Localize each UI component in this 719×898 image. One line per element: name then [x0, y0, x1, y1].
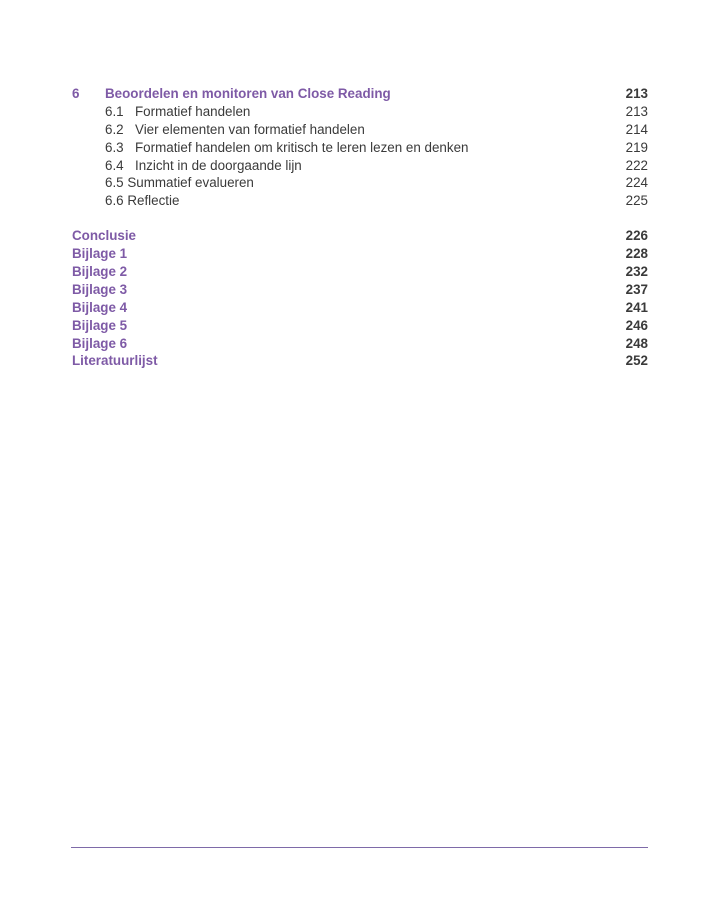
toc-entry-bijlage-3[interactable] [72, 281, 648, 299]
toc-entry-bijlage-4[interactable] [72, 299, 648, 317]
toc-section-6-6[interactable] [72, 192, 648, 210]
toc-section-6-4[interactable] [72, 157, 648, 175]
toc-section-6-2[interactable] [72, 121, 648, 139]
section-page: 224 [625, 175, 648, 191]
section-page: 219 [625, 139, 648, 155]
entry-title: Bijlage 5 [72, 317, 128, 333]
entry-page: 228 [625, 246, 648, 262]
entry-page: 237 [625, 281, 648, 297]
table-of-contents [72, 85, 648, 370]
entry-page: 246 [625, 317, 648, 333]
entry-title: Bijlage 6 [72, 335, 128, 351]
spacer [72, 210, 648, 227]
entry-title: Bijlage 3 [72, 281, 128, 297]
section-page: 213 [625, 103, 648, 119]
section-number: 6.3 [105, 139, 124, 155]
section-title: Formatief handelen om kritisch te leren lezen en denken [135, 139, 469, 155]
entry-title: Literatuurlijst [72, 353, 158, 369]
toc-section-6-5[interactable] [72, 174, 648, 192]
toc-entry-bijlage-1[interactable] [72, 245, 648, 263]
section-title: Inzicht in de doorgaande lijn [135, 157, 302, 173]
section-number: 6.4 [105, 157, 124, 173]
toc-chapter-6[interactable] [72, 85, 648, 103]
section-title: 6.6 Reflectie [105, 193, 180, 209]
entry-title: Bijlage 2 [72, 264, 128, 280]
toc-entry-bijlage-5[interactable] [72, 317, 648, 335]
section-page: 222 [625, 157, 648, 173]
toc-entry-literatuurlijst[interactable] [72, 352, 648, 370]
toc-section-6-1[interactable] [72, 103, 648, 121]
chapter-page: 213 [625, 86, 648, 101]
entry-page: 241 [625, 299, 648, 315]
entry-title: Bijlage 4 [72, 299, 128, 315]
section-number: 6.2 [105, 121, 124, 137]
entry-title: Conclusie [72, 228, 136, 244]
section-title: Vier elementen van formatief handelen [135, 121, 365, 137]
toc-section-6-3[interactable] [72, 139, 648, 157]
section-title: Formatief handelen [135, 103, 251, 119]
section-page: 214 [625, 121, 648, 137]
entry-page: 226 [625, 228, 648, 244]
toc-entry-bijlage-6[interactable] [72, 335, 648, 353]
chapter-number: 6 [72, 86, 80, 101]
entry-page: 248 [625, 335, 648, 351]
chapter-title: Beoordelen en monitoren van Close Reading [105, 86, 391, 101]
section-page: 225 [625, 193, 648, 209]
entry-page: 232 [625, 264, 648, 280]
section-number: 6.1 [105, 103, 124, 119]
entry-page: 252 [625, 353, 648, 369]
footer-divider [71, 847, 648, 848]
toc-entry-conclusie[interactable] [72, 227, 648, 245]
entry-title: Bijlage 1 [72, 246, 128, 262]
toc-entry-bijlage-2[interactable] [72, 263, 648, 281]
section-title: 6.5 Summatief evalueren [105, 175, 254, 191]
